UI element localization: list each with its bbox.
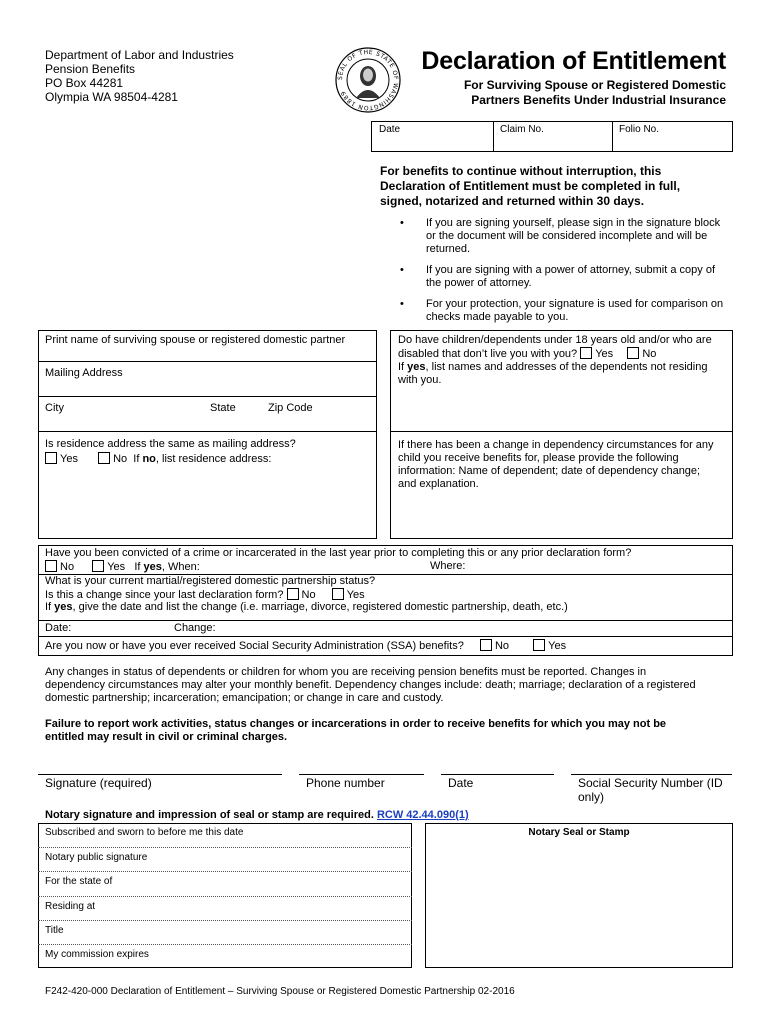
notary-seal-box[interactable] (425, 823, 733, 968)
folio-no-field[interactable]: Folio No. (619, 124, 660, 135)
claim-no-field[interactable]: Claim No. (500, 124, 544, 135)
signature-date-field[interactable]: Date (448, 776, 474, 790)
marital-status-question: What is your current martial/registered domestic partnership status? (45, 575, 376, 587)
rcw-link[interactable]: RCW 42.44.090(1) (376, 809, 469, 821)
penalty-notice: Failure to report work activities, status changes or incarcerations in order to receive benefits for which you may not be entitled may result in civil or criminal charges. (45, 718, 667, 743)
crime-yes-checkbox[interactable] (92, 560, 104, 572)
ssa-question: Are you now or have you ever received Social Security Administration (SSA) benefits? No Yes (45, 640, 567, 652)
signature-field[interactable]: Signature (required) (45, 776, 152, 790)
agency-line: Olympia WA 98504-4281 (45, 90, 178, 104)
form-footer: F242-420-000 Declaration of Entitlement – Surviving Spouse or Registered Domestic Partnership 02-2016 (45, 986, 515, 997)
crime-options: No Yes If yes, When: Where: (45, 560, 725, 574)
list-item: • If you are signing yourself, please sign in the signature block or the document will be considered incomplete and will be returned. (380, 217, 728, 256)
crime-where-field[interactable]: Where: (430, 560, 466, 572)
crime-no-checkbox[interactable] (45, 560, 57, 572)
dependency-change-field[interactable]: If there has been a change in dependency circumstances for any child you receive benefits for, please provide the following information: Name of dependent; date of dependency change; and explanation. (398, 439, 714, 490)
change-question: Is this a change since your last declaration form? No Yes (45, 589, 365, 601)
list-item: • If you are signing with a power of attorney, submit a copy of the power of attorney. (380, 264, 728, 290)
top-fields-box (371, 121, 733, 152)
mailing-address-field[interactable]: Mailing Address (45, 367, 123, 379)
residence-yes-checkbox[interactable] (45, 452, 57, 464)
zip-code-field[interactable]: Zip Code (268, 402, 313, 414)
ssa-no-checkbox[interactable] (480, 639, 492, 651)
state-seal-icon (334, 46, 402, 114)
crime-question: Have you been convicted of a crime or incarcerated in the last year prior to completing this or any prior declaration form? (45, 547, 632, 559)
agency-line: Department of Labor and Industries (45, 48, 234, 62)
instructions-heading: For benefits to continue without interruption, this Declaration of Entitlement must be completed in full, signed, notarized and returned within 30 days. (380, 164, 681, 208)
date-field[interactable]: Date (379, 124, 401, 135)
dependents-no-checkbox[interactable] (627, 347, 639, 359)
notary-residing-field[interactable]: Residing at (45, 901, 96, 912)
notary-commission-field[interactable]: My commission expires (45, 949, 149, 960)
page-subtitle: For Surviving Spouse or Registered Domestic Partners Benefits Under Industrial Insurance (463, 78, 726, 107)
ssn-field[interactable]: Social Security Number (ID only) (578, 776, 723, 804)
notary-requirement: Notary signature and impression of seal or stamp are required. RCW 42.44.090(1) (45, 809, 469, 821)
dependency-notice: Any changes in status of dependents or children for whom you are receiving pension benefits must be reported. Changes in dependency circumstances may alter your monthly benefit. Dependency changes include: death; marriage; declaration of a registered domestic partnership; incarceration; emancipation; or change in care and custody. (45, 666, 696, 704)
agency-line: Pension Benefits (45, 62, 136, 76)
notary-date-field[interactable]: Subscribed and sworn to before me this date (45, 827, 244, 838)
change-description-field[interactable]: Change: (174, 622, 216, 634)
change-no-checkbox[interactable] (287, 588, 299, 600)
notary-seal-label: Notary Seal or Stamp (528, 827, 630, 838)
state-field[interactable]: State (210, 402, 236, 414)
ssa-yes-checkbox[interactable] (533, 639, 545, 651)
agency-address (45, 48, 234, 104)
dependents-yes-checkbox[interactable] (580, 347, 592, 359)
change-date-field[interactable]: Date: (45, 622, 72, 634)
print-name-field[interactable]: Print name of surviving spouse or registered domestic partner (45, 334, 346, 346)
change-instructions: If yes, give the date and list the change (i.e. marriage, divorce, registered domestic partnership, death, etc.) (45, 601, 568, 613)
residence-no-checkbox[interactable] (98, 452, 110, 464)
residence-question: Is residence address the same as mailing address? (45, 438, 296, 450)
list-item: • For your protection, your signature is used for comparison on checks made payable to you. (380, 298, 728, 324)
svg-text:SEAL OF THE STATE OF WASHINGTO: SEAL OF THE STATE OF WASHINGTON 1889 (336, 48, 400, 112)
city-field[interactable]: City (45, 402, 64, 414)
agency-line: PO Box 44281 (45, 76, 124, 90)
phone-number-field[interactable]: Phone number (306, 776, 385, 790)
dependents-question: Do have children/dependents under 18 years old and/or who are disabled that don’t live you with you? Yes No If yes, list names and addresses of the dependents not residing with you. (398, 334, 712, 386)
instructions-list (380, 217, 728, 332)
notary-title-field[interactable]: Title (45, 925, 64, 936)
residence-options: Yes No If no, list residence address: (45, 452, 271, 466)
page-title: Declaration of Entitlement (421, 47, 726, 75)
notary-signature-field[interactable]: Notary public signature (45, 852, 148, 863)
change-yes-checkbox[interactable] (332, 588, 344, 600)
notary-state-field[interactable]: For the state of (45, 876, 113, 887)
